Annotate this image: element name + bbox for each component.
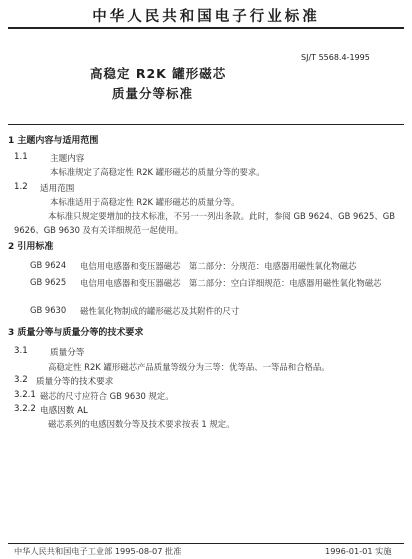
- footer-rule: [8, 543, 404, 544]
- section-1-1-title: 主题内容: [50, 154, 85, 164]
- section-3-2-2-text: 磁芯系列的电感因数分等及技术要求按表 1 规定。: [48, 419, 235, 429]
- section-3-title: 3 质量分等与质量分等的技术要求: [8, 328, 144, 338]
- section-1-1-number: 1.1: [14, 152, 28, 162]
- reference-code: GB 9624: [30, 260, 67, 270]
- section-3-2-number: 3.2: [14, 375, 28, 385]
- reference-title: 电信用电感器和变压器磁芯 第二部分：空白详细规范：电感器用磁性氧化物磁芯: [80, 278, 382, 288]
- section-1-2-text-3: 9626、GB 9630 及有关详细规范一起使用。: [14, 225, 184, 235]
- effective-date: 1996-01-01 实施: [325, 546, 392, 556]
- document-title-line2: 质量分等标准: [112, 86, 194, 101]
- reference-code: GB 9625: [30, 277, 67, 287]
- section-1-2-title: 适用范围: [40, 184, 75, 194]
- section-1-2-text-2: 本标准只规定要增加的技术标准，不另一一列出条款。此时，参阅 GB 9624、GB 9625、GB: [48, 211, 395, 221]
- header-rule: [8, 27, 404, 29]
- section-1-2-number: 1.2: [14, 182, 28, 192]
- section-2-title: 2 引用标准: [8, 242, 54, 252]
- section-1-2-text-1: 本标准适用于高稳定性 R2K 罐形磁芯的质量分等。: [50, 197, 240, 207]
- approval-statement: 中华人民共和国电子工业部 1995-08-07 批准: [14, 546, 182, 556]
- reference-code: GB 9630: [30, 305, 67, 315]
- reference-title: 电信用电感器和变压器磁芯 第二部分：分规范：电感器用磁性氧化物磁芯: [80, 261, 357, 271]
- standard-category-header: 中华人民共和国电子行业标准: [92, 9, 320, 25]
- section-3-1-title: 质量分等: [50, 348, 85, 358]
- section-1-1-text: 本标准规定了高稳定性 R2K 罐形磁芯的质量分等的要求。: [50, 167, 265, 177]
- section-3-2-1-number: 3.2.1: [14, 390, 36, 400]
- document-title-line1: 高稳定 R2K 罐形磁芯: [90, 66, 227, 81]
- section-3-2-title: 质量分等的技术要求: [36, 377, 114, 387]
- title-rule: [8, 124, 404, 125]
- section-1-title: 1 主题内容与适用范围: [8, 136, 99, 146]
- section-3-2-2-title: 电感因数 AL: [40, 406, 88, 416]
- section-3-1-number: 3.1: [14, 346, 28, 356]
- reference-title: 磁性氧化物制成的罐形磁芯及其附件的尺寸: [80, 306, 240, 316]
- section-3-2-2-number: 3.2.2: [14, 404, 36, 414]
- section-3-2-1-text: 磁芯的尺寸应符合 GB 9630 规定。: [40, 391, 174, 401]
- section-3-1-text: 高稳定性 R2K 罐形磁芯产品质量等级分为三等：优等品、一等品和合格品。: [48, 362, 330, 372]
- standard-code: SJ/T 5568.4-1995: [301, 53, 370, 62]
